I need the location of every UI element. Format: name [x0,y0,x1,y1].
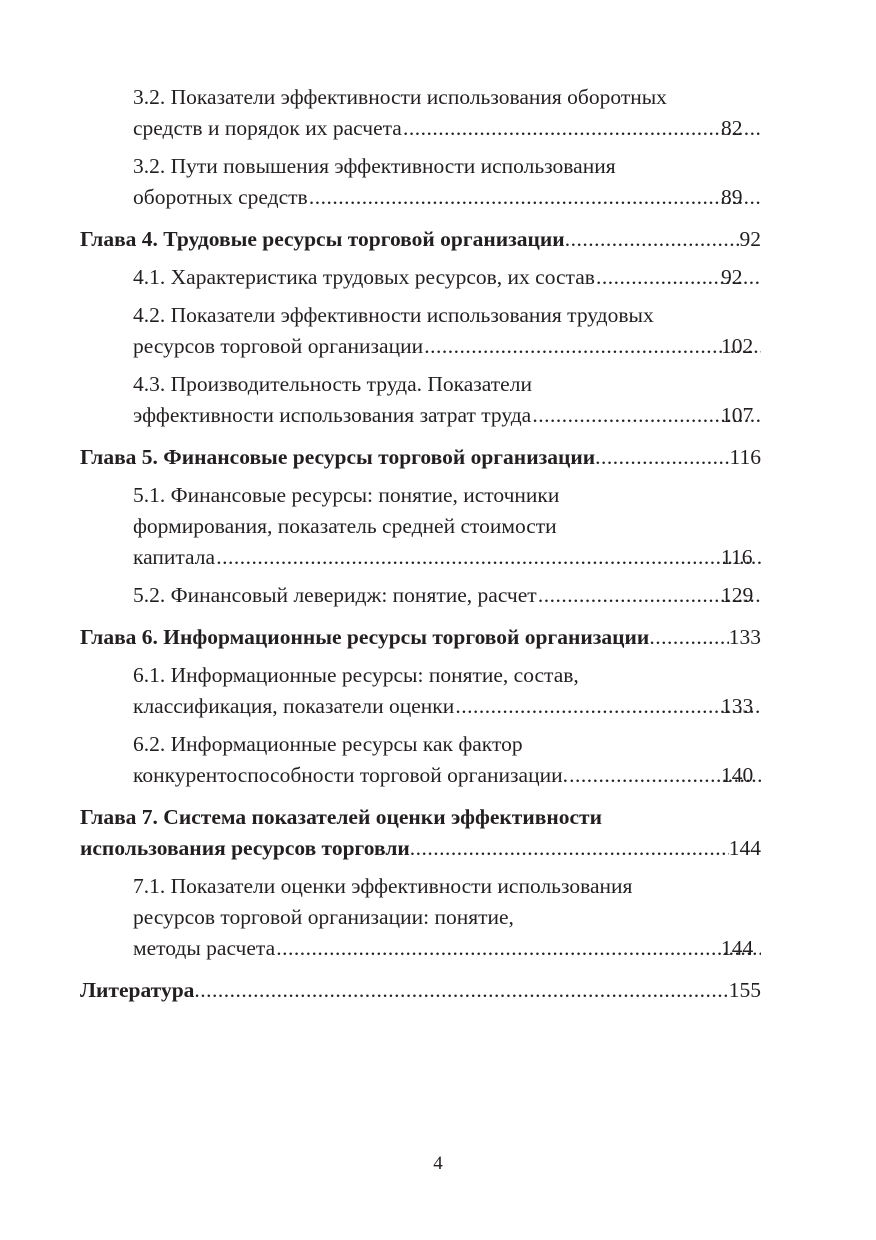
toc-chapter-title: Глава 6. Информационные ресурсы торговой организации [80,625,650,649]
toc-chapter-title: Глава 4. Трудовые ресурсы торговой организации [80,227,565,251]
table-of-contents [80,82,761,1013]
toc-entry-text: методы расчета [133,936,276,960]
toc-entry-4-1[interactable]: 4.1. Характеристика трудовых ресурсов, их состав ..... 92 [80,262,761,293]
toc-entry-text: 4.3. Производительность труда. Показатели [133,372,532,396]
toc-entry-text: ресурсов торговой организации [133,334,424,358]
toc-page-number: 144 [728,836,761,860]
toc-entry-text: формирования, показатель средней стоимости [133,514,557,538]
toc-leader-dots [308,182,761,213]
toc-page-number: 92 [739,227,761,251]
toc-entry-text: 5.2. Финансовый леверидж: понятие, расчет [133,583,537,607]
toc-entry-text: 7.1. Показатели оценки эффективности использования [133,874,633,898]
toc-entry-text: оборотных средств [133,185,308,209]
toc-entry-6-2[interactable]: 6.2. Информационные ресурсы как фактор конкурентоспособности торговой организации. ..... 140 [80,729,761,791]
page-number: 4 [433,1153,443,1174]
toc-entry-text: 6.2. Информационные ресурсы как фактор [133,732,523,756]
toc-entry-text: 4.2. Показатели эффективности использования трудовых [133,303,654,327]
toc-entry-4-2[interactable]: 4.2. Показатели эффективности использования трудовых ресурсов торговой организации ..... 102 [80,300,761,362]
toc-leader-dots [275,933,761,964]
toc-leader-dots [194,975,728,1006]
toc-chapter-6[interactable] [80,622,761,653]
toc-entry-text: средств и порядок их расчета [133,116,402,140]
toc-entry-text: ресурсов торговой организации: понятие, [133,905,514,929]
toc-entry-text: 5.1. Финансовые ресурсы: понятие, источники [133,483,560,507]
toc-entry-3-2-improvement-ways[interactable]: 3.2. Пути повышения эффективности использования оборотных средств ..... 89 [80,151,761,213]
toc-entry-text: капитала [133,545,216,569]
toc-entry-3-2-turnover-indicators[interactable]: 3.2. Показатели эффективности использования оборотных средств и порядок их расчета ..... 82 [80,82,761,144]
toc-entry-text: 3.2. Пути повышения эффективности использования [133,154,616,178]
toc-leader-dots [402,113,761,144]
toc-page-number: 116 [729,445,761,469]
toc-leader-dots [649,622,728,653]
toc-chapter-title: Литература [80,978,195,1002]
toc-page-number: 133 [728,625,761,649]
toc-entry-4-3[interactable]: 4.3. Производительность труда. Показатели эффективности использования затрат труда ..... 107 [80,369,761,431]
toc-entry-text: 3.2. Показатели эффективности использования оборотных [133,85,667,109]
toc-leader-dots [565,224,740,255]
toc-bibliography[interactable] [80,975,761,1006]
toc-leader-dots [595,442,729,473]
toc-chapter-title: использования ресурсов торговли [80,836,410,860]
toc-chapter-title: Глава 5. Финансовые ресурсы торговой организации [80,445,596,469]
toc-entry-text: классификация, показатели оценки [133,694,455,718]
toc-entry-text: 6.1. Информационные ресурсы: понятие, состав, [133,663,579,687]
toc-chapter-title: Глава 7. Система показателей оценки эффективности [80,805,602,829]
toc-entry-text: конкурентоспособности торговой организации. [133,763,568,787]
toc-entry-5-2[interactable]: 5.2. Финансовый леверидж: понятие, расчет ..... 129 [80,580,761,611]
toc-leader-dots [454,691,761,722]
toc-entry-text: 4.1. Характеристика трудовых ресурсов, их состав [133,265,595,289]
toc-entry-text: эффективности использования затрат труда [133,403,532,427]
toc-page-number: 155 [728,978,761,1002]
toc-entry-5-1[interactable]: 5.1. Финансовые ресурсы: понятие, источники формирования, показатель средней стоимости капитала ..... 116 [80,480,761,573]
toc-leader-dots [423,331,761,362]
toc-entry-7-1[interactable]: 7.1. Показатели оценки эффективности использования ресурсов торговой организации: понятие, методы расчета ..... 144 [80,871,761,964]
toc-entry-6-1[interactable]: 6.1. Информационные ресурсы: понятие, состав, классификация, показатели оценки ..... 133 [80,660,761,722]
toc-chapter-7[interactable] [80,802,761,864]
toc-leader-dots [410,833,729,864]
toc-chapter-4[interactable] [80,224,761,255]
toc-chapter-5[interactable] [80,442,761,473]
toc-leader-dots [215,542,761,573]
